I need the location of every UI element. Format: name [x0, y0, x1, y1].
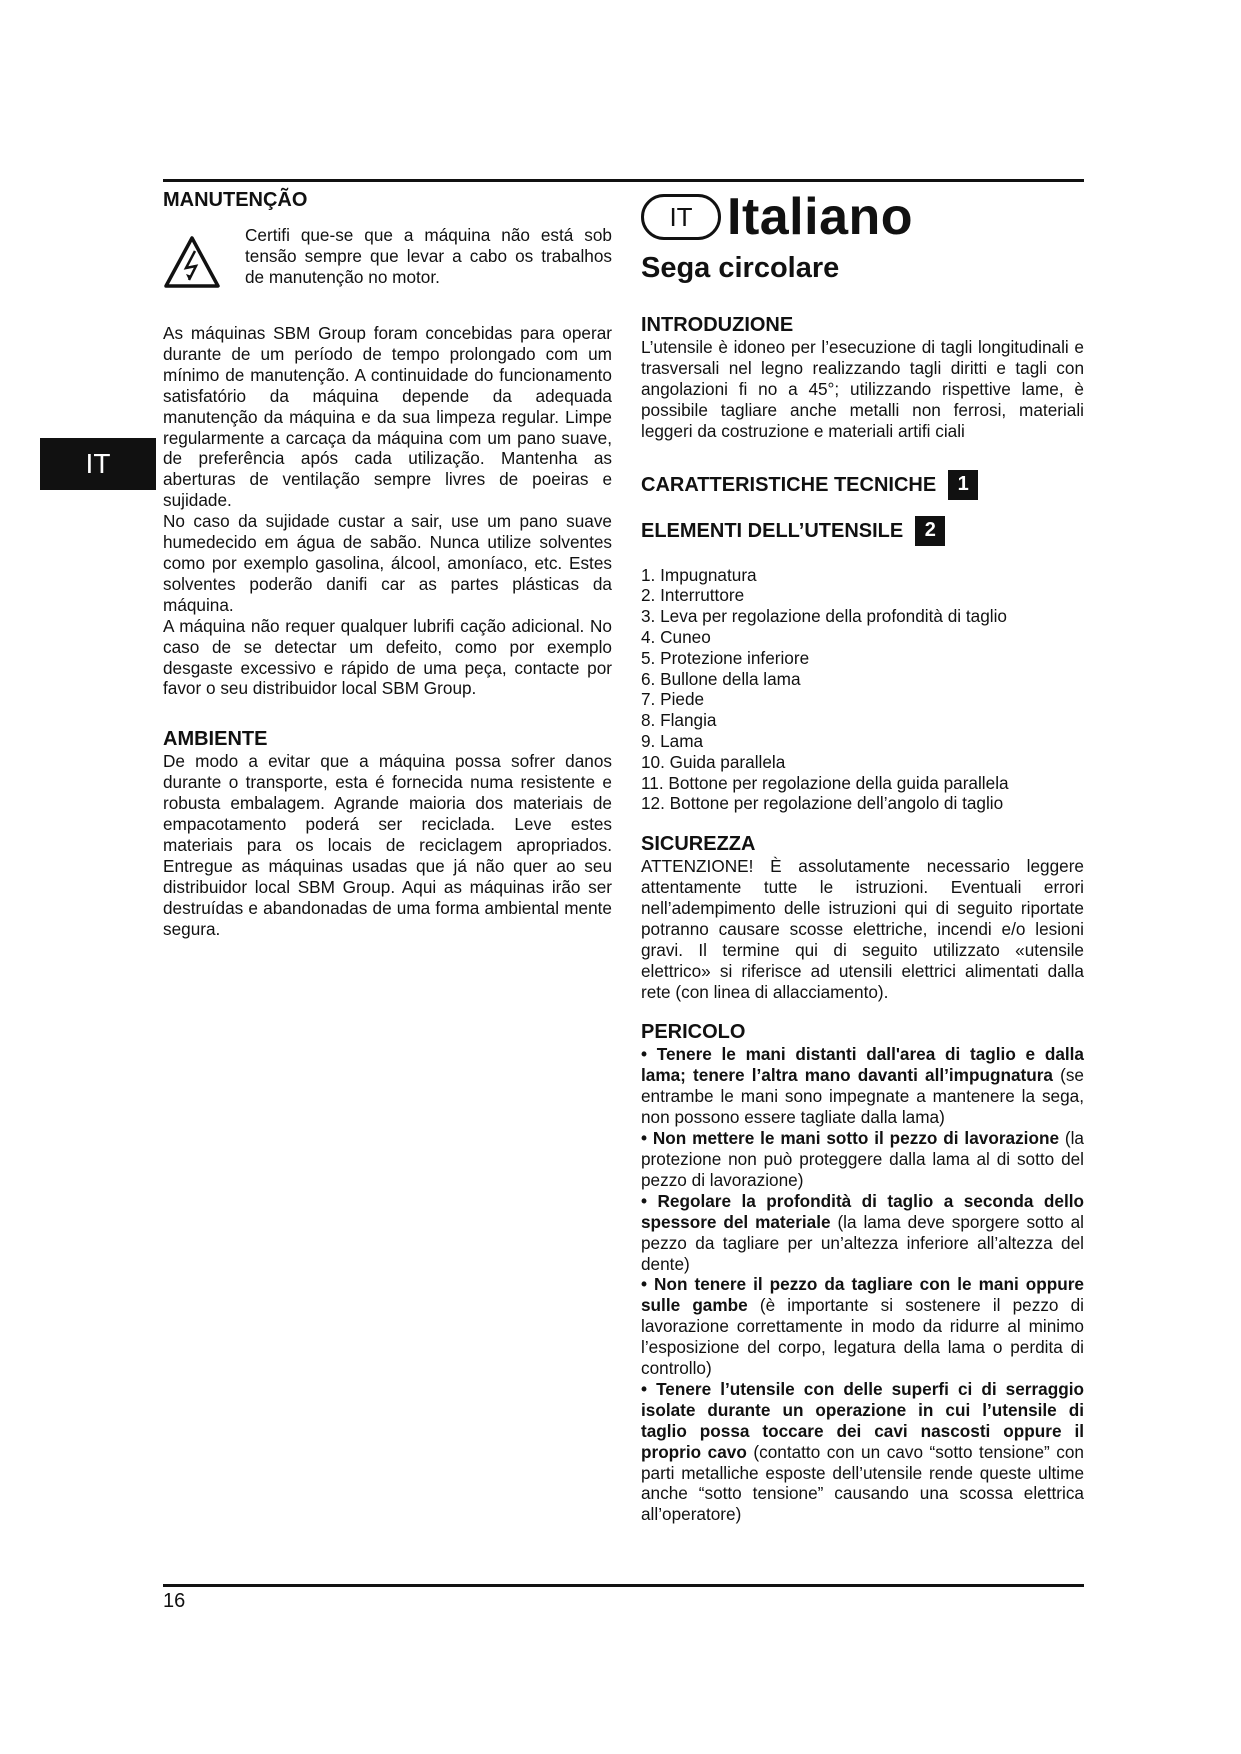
manutencao-paragraph: A máquina não requer qualquer lubrifi cação adicional. No caso de se detectar um defeito, como por exemplo desgaste excessivo e rápido de uma peça, contacte por favor o seu distribuidor local SBM Group. [163, 615, 612, 699]
bottom-rule [163, 1584, 1084, 1587]
electrical-hazard-icon [163, 235, 221, 290]
warning-block [163, 225, 612, 290]
language-title: Italiano [727, 188, 914, 246]
list-item: 12. Bottone per regolazione dell’angolo di taglio [641, 793, 1004, 814]
sicurezza-heading: SICUREZZA [641, 833, 756, 856]
list-item: 10. Guida parallela [641, 751, 786, 772]
figure-ref-box: 1 [948, 470, 978, 500]
manutencao-paragraph: No caso da sujidade custar a sair, use um pano suave humedecido em água de sabão. Nunca utilize solventes como por exemplo gasolina, álcool, amoníaco, etc. Estes solventes poderão danifi car as partes plásticas da máquina. [163, 511, 612, 615]
pericolo-item: • Non mettere le mani sotto il pezzo di lavorazione (la protezione non può proteggere dalla lama al di sotto del pezzo di lavorazione) [641, 1128, 1084, 1190]
list-item: 7. Piede [641, 689, 705, 710]
list-item: 8. Flangia [641, 710, 717, 731]
caratteristiche-heading-row [641, 470, 1084, 500]
language-title-row [641, 190, 1084, 244]
language-code-badge: IT [641, 194, 721, 240]
introduzione-text: L’utensile è idoneo per l’esecuzione di tagli longitudinali e trasversali nel legno realizzando tagli diritti e tagli con angolazioni fi no a 45°; utilizzando rispettive lame, è possibile tagliare anche metalli non ferrosi, materiali leggeri da costruzione e materiali artifi ciali [641, 337, 1084, 441]
ambiente-heading: AMBIENTE [163, 728, 268, 751]
list-item: 4. Cuneo [641, 626, 711, 647]
list-item: 3. Leva per regolazione della profondità di taglio [641, 606, 1007, 627]
manutencao-body [163, 323, 612, 699]
manutencao-paragraph: As máquinas SBM Group foram concebidas para operar durante de um período de tempo prolongado com um mínimo de manutenção. A continuidade do funcionamento satisfatório da máquina depende da adequada manutenção da máquina e da sua limpeza regular. Limpe regularmente a carcaça da máquina com um pano suave, de preferência após cada utilização. Mantenha as aberturas de ventilação sempre livres de poeiras e sujidade. [163, 323, 612, 511]
top-rule [163, 179, 1084, 182]
manutencao-heading: MANUTENÇÃO [163, 189, 308, 211]
pericolo-item: • Tenere l’utensile con delle superfi ci di serraggio isolate durante un operazione in cui l’utensile di taglio possa toccare dei cavi nascosti oppure il proprio cavo (contatto con un cavo “sotto tensione” con parti metalliche esposte dell’utensile rende queste ultime anche “sotto tensione” causando una scossa elettrica all’operatore) [641, 1378, 1084, 1525]
ambiente-text: De modo a evitar que a máquina possa sofrer danos durante o transporte, esta é fornecida numa resistente e robusta embalagem. Agrande maioria dos materiais de empacotamento poderá ser reciclada. Leve estes materiais para os locais de reciclagem apropriados. Entregue as máquinas usadas que já não quer ao seu distribuidor local SBM Group. Aqui as máquinas irão ser destruídas e abandonadas de uma forma ambiental mente segura. [163, 751, 612, 939]
figure-ref-box: 2 [915, 516, 945, 546]
list-item: 9. Lama [641, 730, 704, 751]
elementi-heading-row [641, 516, 1084, 546]
pericolo-item: • Regolare la profondità di taglio a seconda dello spessore del materiale (la lama deve sporgere sotto al pezzo da tagliare per un’altezza inferiore all’altezza del dente) [641, 1190, 1084, 1274]
left-column [163, 188, 612, 939]
parts-list [641, 565, 1084, 815]
language-side-tab: IT [40, 438, 156, 490]
pericolo-item: • Non tenere il pezzo da tagliare con le mani oppure sulle gambe (è importante si sostenere il pezzo di lavorazione correttamente in modo da ridurre al minimo l’esposizione del corpo, legatura della lama o perdita di controllo) [641, 1274, 1085, 1379]
warning-text: Certifi que-se que a máquina não está sob tensão sempre que levar a cabo os trabalhos de manutenção no motor. [245, 225, 612, 287]
list-item: 5. Protezione inferiore [641, 647, 810, 668]
sicurezza-text: ATTENZIONE! È assolutamente necessario leggere attentamente tutte le istruzioni. Eventuali errori nell’adempimento delle istruzioni qui di seguito riportate potranno causare scosse elettriche, incendi e/o lesioni gravi. Il termine qui di seguito utilizzato «utensile elettrico» si riferisce ad utensili elettrici alimentati dalla rete (con linea di allacciamento). [641, 856, 1084, 1002]
introduzione-heading: INTRODUZIONE [641, 314, 794, 336]
product-subtitle: Sega circolare [641, 252, 840, 284]
pericolo-list [641, 1044, 1084, 1525]
list-item: 1. Impugnatura [641, 564, 757, 585]
elementi-heading: ELEMENTI DELL’UTENSILE [641, 519, 904, 542]
list-item: 6. Bullone della lama [641, 668, 801, 689]
page-number: 16 [163, 1590, 186, 1612]
list-item: 2. Interruttore [641, 585, 745, 606]
pericolo-item: • Tenere le mani distanti dall'area di taglio e dalla lama; tenere l’altra mano davanti all’impugnatura (se entrambe le mani sono impegnate a mantenere la sega, non possono essere tagliate dalla lama) [641, 1044, 1084, 1128]
right-column [641, 188, 1084, 1525]
pericolo-heading: PERICOLO [641, 1021, 746, 1044]
caratteristiche-heading: CARATTERISTICHE TECNICHE [641, 473, 937, 496]
list-item: 11. Bottone per regolazione della guida parallela [641, 772, 1009, 793]
